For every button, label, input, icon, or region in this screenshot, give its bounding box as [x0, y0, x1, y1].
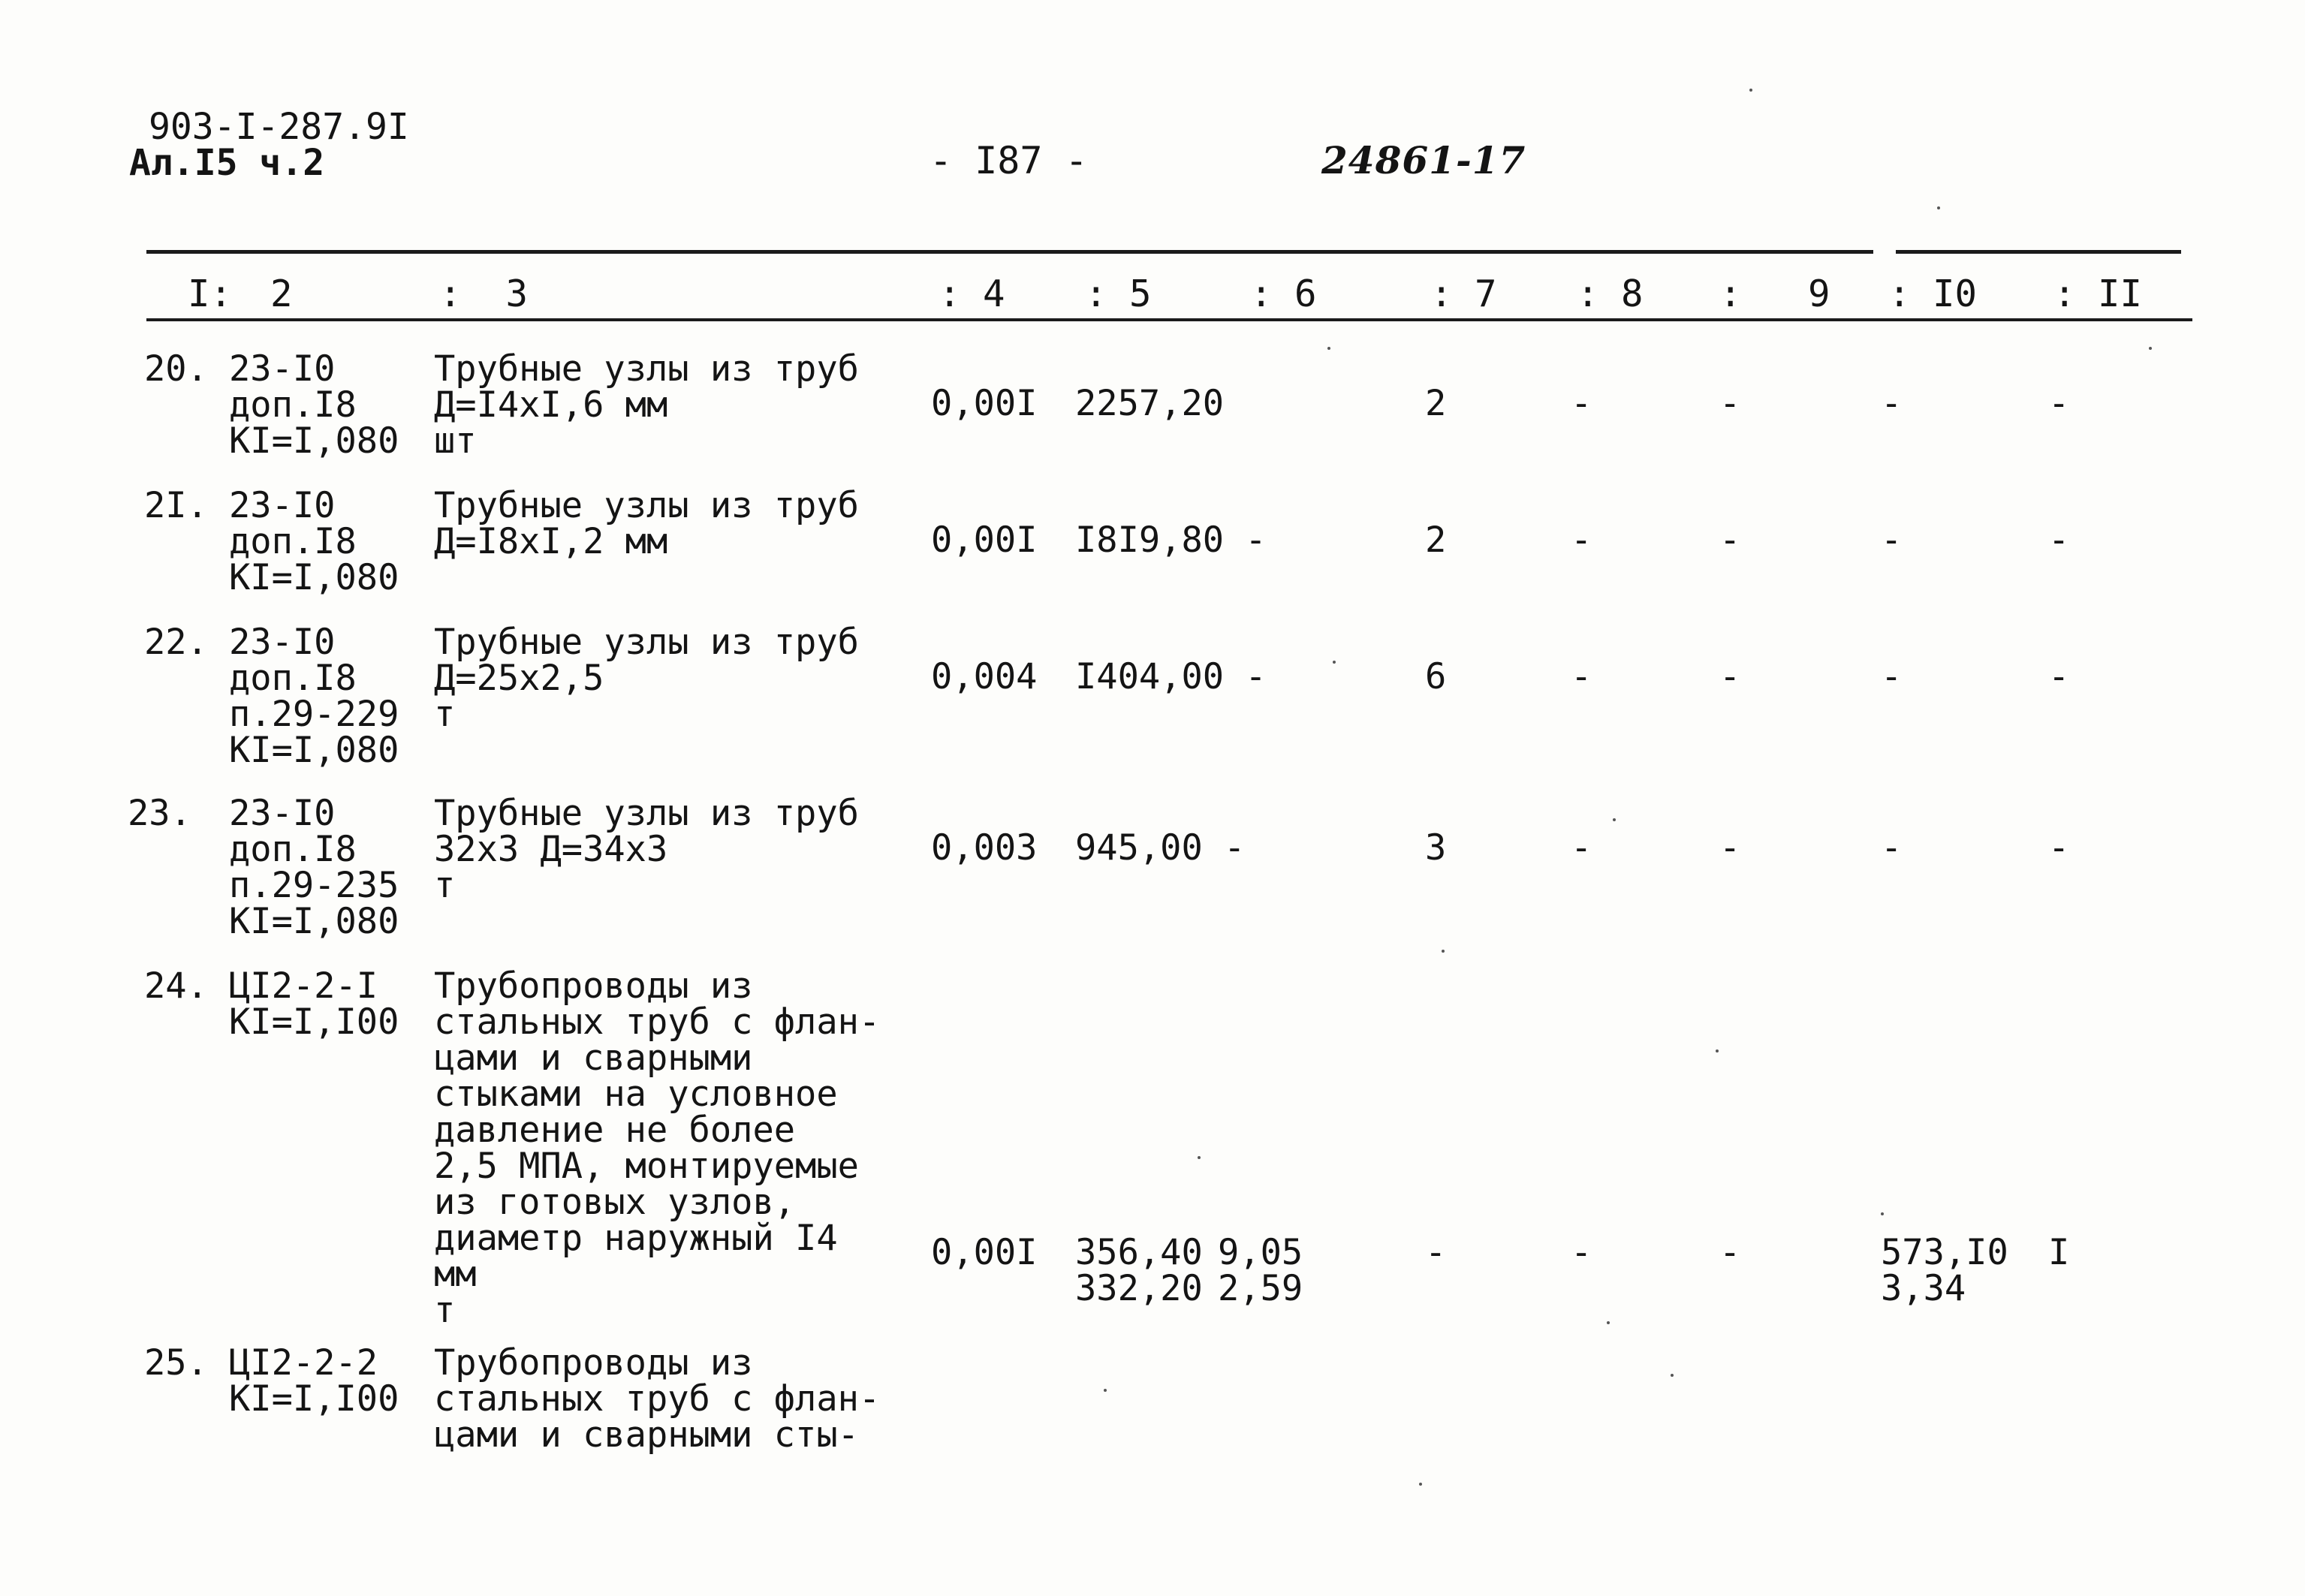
scan-speck: [1607, 1321, 1610, 1324]
row-value-10: -: [1881, 656, 1903, 697]
row-value-8: -: [1571, 656, 1592, 697]
row-value-4: 0,00I: [931, 383, 1038, 424]
row-value-8: -: [1571, 383, 1592, 424]
column-header-5: : 5: [1085, 273, 1152, 315]
row-value-8: -: [1571, 519, 1592, 561]
row-value-11: -: [2048, 383, 2070, 424]
row-value-10: -: [1881, 827, 1903, 869]
row-value-10: -: [1881, 519, 1903, 561]
row-value-4: 0,00I: [931, 1232, 1038, 1273]
header-rule-bottom: [146, 318, 2192, 321]
row-value-6: 9,05 2,59: [1218, 1232, 1303, 1309]
scan-speck: [1442, 950, 1445, 953]
row-number: 23.: [128, 793, 191, 834]
row-value-5: 945,00 -: [1075, 827, 1246, 869]
row-number: 25.: [144, 1342, 208, 1384]
row-value-4: 0,00I: [931, 519, 1038, 561]
scan-speck: [1613, 818, 1616, 821]
handwritten-inventory-number: 24861-17: [1321, 138, 1526, 182]
row-description: Трубные узлы из труб Д=25х2,5 т: [434, 622, 859, 735]
row-description: Трубные узлы из труб Д=I8хI,2 мм: [434, 485, 859, 562]
row-code: 23-I0 доп.I8 КI=I,080: [229, 348, 399, 462]
column-header-1: I:: [188, 273, 233, 315]
header-rule-top-right: [1896, 250, 2181, 254]
page-number: - I87 -: [930, 139, 1088, 182]
row-value-7: 2: [1425, 383, 1447, 424]
column-header-6: : 6: [1250, 273, 1317, 315]
scan-speck: [2149, 347, 2152, 350]
row-value-8: -: [1571, 1232, 1592, 1273]
document-code: 903-I-287.9I: [149, 106, 409, 148]
row-value-9: -: [1719, 656, 1741, 697]
row-code: ЦI2-2-I КI=I,I00: [229, 965, 399, 1043]
row-number: 22.: [144, 622, 208, 663]
row-value-11: -: [2048, 656, 2070, 697]
row-code: ЦI2-2-2 КI=I,I00: [229, 1342, 399, 1420]
row-value-7: -: [1425, 1232, 1447, 1273]
row-value-7: 6: [1425, 656, 1447, 697]
row-value-4: 0,004: [931, 656, 1038, 697]
column-header-2: 2: [270, 273, 293, 315]
row-number: 2I.: [144, 485, 208, 526]
header-rule-top-left: [146, 250, 1873, 254]
scan-speck: [1419, 1483, 1422, 1486]
scan-speck: [1333, 661, 1336, 664]
row-value-9: -: [1719, 827, 1741, 869]
album-part-label: Ал.I5 ч.2: [129, 142, 325, 184]
column-header-4: : 4: [939, 273, 1005, 315]
scan-speck: [1671, 1374, 1674, 1377]
row-value-10: 573,I0 3,34: [1881, 1232, 2008, 1309]
row-description: Трубные узлы из труб 32х3 Д=34х3 т: [434, 793, 859, 906]
row-value-7: 3: [1425, 827, 1447, 869]
column-header-9: : 9: [1719, 273, 1830, 315]
row-number: 24.: [144, 965, 208, 1007]
scan-speck: [1198, 1156, 1201, 1159]
column-header-10: : I0: [1888, 273, 1978, 315]
row-value-10: -: [1881, 383, 1903, 424]
scan-speck: [1937, 206, 1940, 209]
scan-speck: [1104, 1389, 1107, 1392]
row-description: Трубопроводы из стальных труб с флан- цами и сварными сты-: [434, 1342, 881, 1456]
row-code: 23-I0 доп.I8 п.29-235 КI=I,080: [229, 793, 399, 942]
row-value-11: -: [2048, 827, 2070, 869]
row-value-5: 2257,20: [1075, 383, 1225, 424]
row-code: 23-I0 доп.I8 КI=I,080: [229, 485, 399, 598]
row-description: Трубные узлы из труб Д=I4хI,6 мм шт: [434, 348, 859, 462]
row-value-7: 2: [1425, 519, 1447, 561]
column-header-7: : 7: [1430, 273, 1497, 315]
row-value-11: I: [2048, 1232, 2070, 1273]
row-value-9: -: [1719, 519, 1741, 561]
scan-speck: [1327, 347, 1330, 350]
scan-speck: [1716, 1049, 1719, 1052]
row-value-9: -: [1719, 1232, 1741, 1273]
column-header-8: : 8: [1577, 273, 1644, 315]
row-value-9: -: [1719, 383, 1741, 424]
row-number: 20.: [144, 348, 208, 390]
column-header-3: : 3: [439, 273, 529, 315]
scan-speck: [1749, 89, 1752, 92]
row-value-4: 0,003: [931, 827, 1038, 869]
row-value-5: I404,00 -: [1075, 656, 1267, 697]
row-value-8: -: [1571, 827, 1592, 869]
scan-speck: [1881, 1212, 1884, 1215]
row-description: Трубопроводы из стальных труб с флан- цами и сварными стыками на условное давление не более 2,5 МПА, монтируемые из готовых узлов, диаметр наружный I4 мм т: [434, 965, 881, 1331]
column-header-11: : II: [2053, 273, 2143, 315]
row-value-11: -: [2048, 519, 2070, 561]
row-value-5: 356,40 332,20: [1075, 1232, 1203, 1309]
row-code: 23-I0 доп.I8 п.29-229 КI=I,080: [229, 622, 399, 771]
row-value-5: I8I9,80 -: [1075, 519, 1267, 561]
